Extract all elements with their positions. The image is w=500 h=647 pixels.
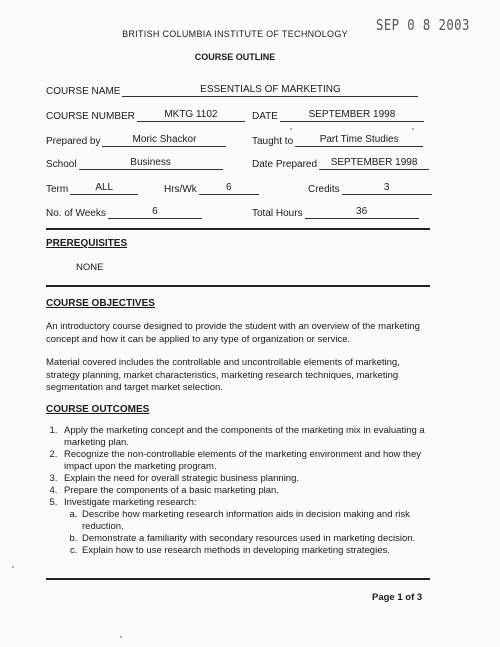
outcome-subitem: c. Explain how to use research methods in developing marketing strategies.	[80, 545, 450, 557]
term-value: ALL	[70, 182, 138, 195]
credits-value: 3	[342, 182, 432, 195]
date-field	[252, 109, 424, 122]
weeks-value: 6	[108, 206, 202, 219]
course-number-value: MKTG 1102	[137, 109, 245, 122]
scan-speck	[412, 128, 414, 130]
total-hours-value: 36	[305, 206, 419, 219]
outcome-item: 3. Explain the need for overall strategic business planning.	[60, 473, 450, 485]
weeks-label: No. of Weeks	[46, 208, 106, 219]
school-value: Business	[79, 157, 223, 170]
prerequisites-divider	[46, 285, 430, 287]
taught-to-value: Part Time Studies	[295, 134, 423, 147]
course-name-field	[46, 84, 418, 97]
date-prepared-value: SEPTEMBER 1998	[319, 157, 429, 170]
hrs-wk-label: Hrs/Wk	[164, 184, 197, 195]
hrs-wk-value: 6	[199, 182, 259, 195]
page-number: Page 1 of 3	[372, 592, 423, 603]
scan-speck	[120, 636, 122, 638]
credits-field	[308, 182, 432, 195]
taught-to-field	[252, 134, 423, 147]
prepared-by-value: Moric Shackor	[102, 134, 226, 147]
scan-speck	[12, 566, 14, 568]
objectives-heading: COURSE OBJECTIVES	[46, 298, 155, 309]
school-field	[46, 157, 223, 170]
taught-to-label: Taught to	[252, 136, 294, 147]
prepared-by-label: Prepared by	[46, 136, 101, 147]
header-divider	[46, 228, 430, 230]
objectives-paragraph-2: Material covered includes the controllable and uncontrollable elements of marketing, strategy planning, market characteristics, marketing research techniques, marketing segmentation and target market selection.	[46, 357, 400, 393]
outcome-sublist	[64, 509, 450, 557]
outcome-item: 2. Recognize the non-controllable elements of the marketing environment and how they impact upon the marketing program.	[60, 449, 450, 473]
objectives-paragraph-1: An introductory course designed to provide the student with an overview of the marketing concept and how it can be applied to any type of organization or service.	[46, 321, 420, 345]
total-hours-label: Total Hours	[252, 208, 303, 219]
prerequisites-text: NONE	[76, 262, 104, 273]
date-prepared-field	[252, 157, 429, 170]
term-label: Term	[46, 184, 69, 195]
outcome-subitem: a. Describe how marketing research information aids in decision making and risk reduction.	[80, 509, 450, 533]
course-number-field	[46, 109, 245, 122]
outcomes-list	[46, 425, 450, 557]
date-label: DATE	[252, 111, 278, 122]
outcome-item-research	[60, 497, 450, 557]
term-field	[46, 182, 138, 195]
outcomes-heading: COURSE OUTCOMES	[46, 404, 150, 415]
outcome-item: 4. Prepare the components of a basic marketing plan.	[60, 485, 450, 497]
course-number-label: COURSE NUMBER	[46, 111, 135, 122]
document-title: COURSE OUTLINE	[194, 52, 276, 62]
hrs-wk-field	[164, 182, 259, 195]
date-received-stamp: SEP 0 8 2003	[376, 16, 470, 34]
credits-label: Credits	[308, 184, 340, 195]
total-hours-field	[252, 206, 419, 219]
course-name-label: COURSE NAME	[46, 86, 121, 97]
prerequisites-heading: PREREQUISITES	[46, 238, 128, 249]
outcome-item-label: Investigate marketing research:	[64, 497, 197, 508]
course-name-value: ESSENTIALS OF MARKETING	[122, 84, 418, 97]
outcome-item: 1. Apply the marketing concept and the components of the marketing mix in evaluating a marketing plan.	[60, 425, 450, 449]
weeks-field	[46, 206, 202, 219]
scan-speck	[290, 128, 292, 130]
school-label: School	[46, 159, 77, 170]
date-prepared-label: Date Prepared	[252, 159, 318, 170]
prepared-by-field	[46, 134, 226, 147]
footer-divider	[46, 578, 430, 580]
date-value: SEPTEMBER 1998	[280, 109, 424, 122]
institution-name: BRITISH COLUMBIA INSTITUTE OF TECHNOLOGY	[122, 29, 348, 39]
outcome-subitem: b. Demonstrate a familiarity with secondary resources used in marketing decision.	[80, 533, 450, 545]
